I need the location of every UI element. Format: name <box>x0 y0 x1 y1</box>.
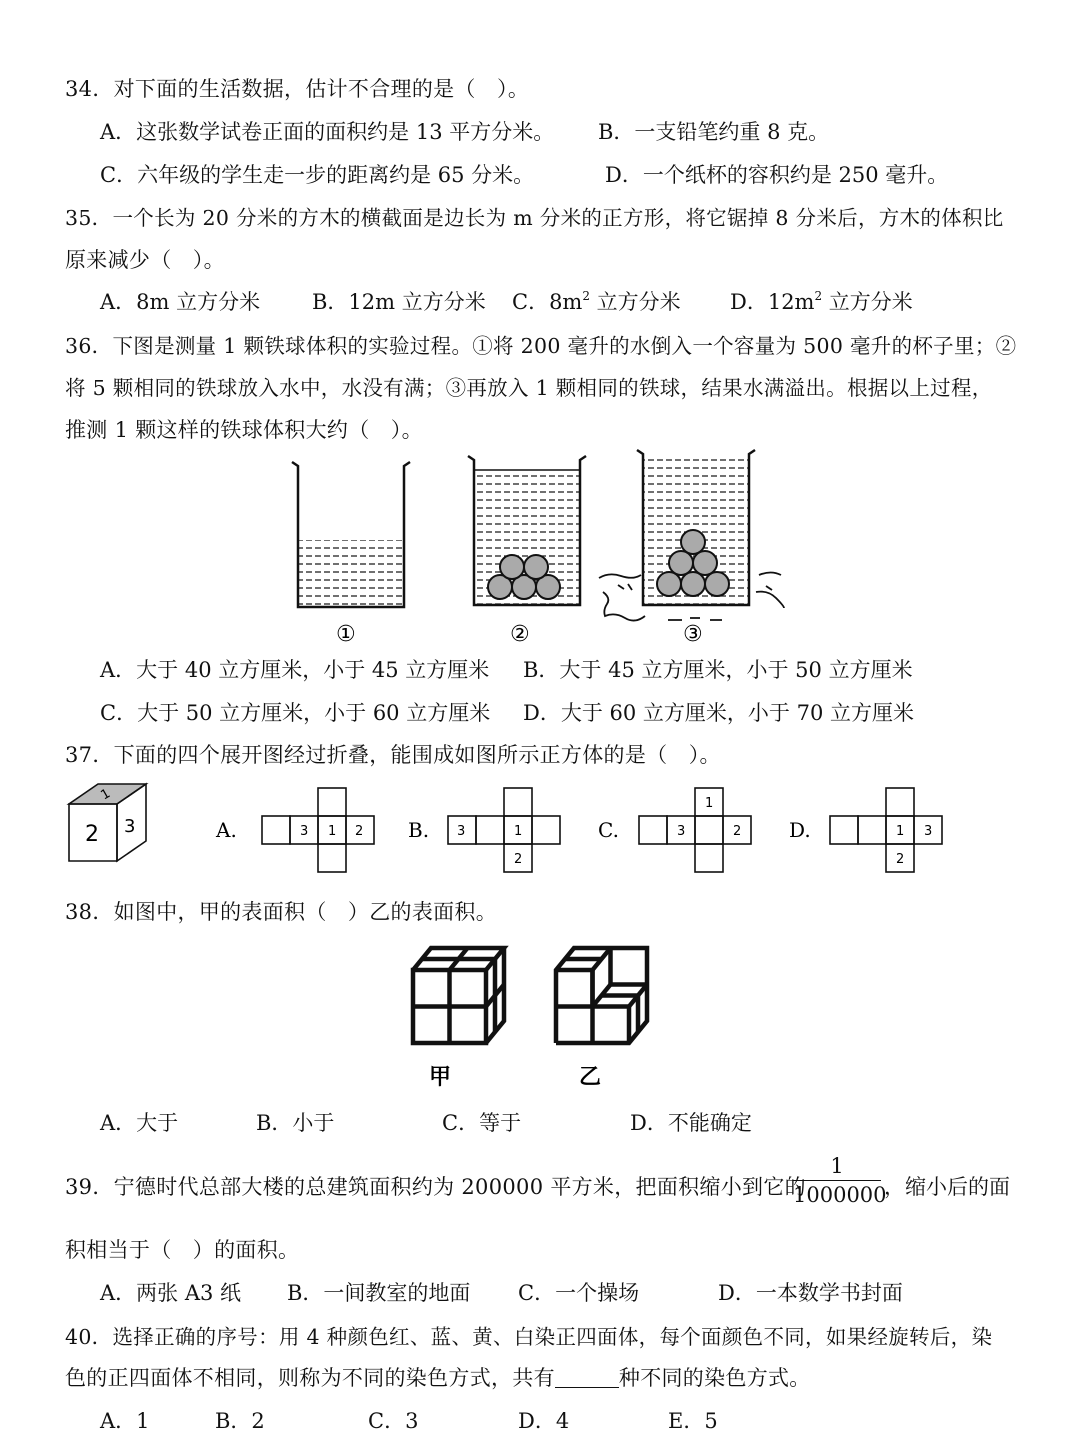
q39-option-b: B．一间教室的地面 <box>287 1281 471 1305</box>
net-a-num-2: 2 <box>355 824 364 839</box>
q34-stem: 34．对下面的生活数据，估计不合理的是（ ）。 <box>65 77 530 101</box>
q37-stem: 37．下面的四个展开图经过折叠，能围成如图所示正方体的是（ ）。 <box>65 743 721 767</box>
q35-option-a: A．8m 立方分米 <box>100 290 261 314</box>
q37-label-d: D. <box>789 818 811 842</box>
q34-option-c: C．六年级的学生走一步的距离约是 65 分米。 <box>100 163 535 187</box>
fraction-numerator: 1 <box>830 1154 844 1178</box>
beaker-3 <box>599 450 784 621</box>
net-b-num-3: 3 <box>457 824 466 839</box>
q39-stem-post: ，缩小后的面 <box>884 1175 1010 1199</box>
q37-label-b: B. <box>408 818 430 842</box>
net-c-num-1: 1 <box>705 796 714 811</box>
net-d-num-1: 1 <box>896 824 905 839</box>
q40-option-c: C．3 <box>368 1409 419 1433</box>
q36-option-b: B．大于 45 立方厘米，小于 50 立方厘米 <box>523 658 913 682</box>
q37-label-a: A. <box>216 818 237 842</box>
q36-option-a: A．大于 40 立方厘米，小于 45 立方厘米 <box>100 658 490 682</box>
q36-option-d: D．大于 60 立方厘米，小于 70 立方厘米 <box>523 701 914 725</box>
q38-option-a: A．大于 <box>100 1111 179 1135</box>
net-a-num-3: 3 <box>300 824 309 839</box>
q39-stem-pre: 39．宁德时代总部大楼的总建筑面积约为 200000 平方米，把面积缩小到它的 <box>65 1175 806 1199</box>
q39-fraction <box>793 1154 887 1207</box>
net-d-num-2: 2 <box>896 852 905 867</box>
q39-option-c: C．一个操场 <box>518 1281 640 1305</box>
net-b-num-2: 2 <box>514 852 523 867</box>
q39-option-d: D．一本数学书封面 <box>718 1281 903 1305</box>
q40-stem-line2: 色的正四面体不相同，则称为不同的染色方式，共有 种不同的染色方式。 <box>65 1366 811 1390</box>
q36-option-c: C．大于 50 立方厘米，小于 60 立方厘米 <box>100 701 491 725</box>
q36-stem-line1: 36．下图是测量 1 颗铁球体积的实验过程。①将 200 毫升的水倒入一个容量为 500 毫升的杯子里；② <box>65 334 1017 358</box>
net-c-num-2: 2 <box>733 824 742 839</box>
q38-option-b: B．小于 <box>256 1111 335 1135</box>
q35-stem-line2: 原来减少（ ）。 <box>65 248 225 272</box>
beaker-label-3: ③ <box>683 622 703 647</box>
beaker-label-1: ① <box>336 622 356 647</box>
q37-label-c: C. <box>598 818 619 842</box>
q35-stem-line1: 35．一个长为 20 分米的方木的横截面是边长为 m 分米的正方形，将它锯掉 8 分米后，方木的体积比 <box>65 206 1004 230</box>
beaker-label-2: ② <box>510 622 530 647</box>
q38-option-c: C．等于 <box>442 1111 522 1135</box>
cube-yi <box>556 948 647 1043</box>
q36-stem-line2: 将 5 颗相同的铁球放入水中，水没有满；③再放入 1 颗相同的铁球，结果水满溢出。根据以上过程， <box>65 376 993 400</box>
cubes-figure <box>0 930 1080 1100</box>
net-c-num-3: 3 <box>677 824 686 839</box>
q38-stem: 38．如图中，甲的表面积（ ）乙的表面积。 <box>65 900 498 924</box>
net-d-num-3: 3 <box>924 824 933 839</box>
beaker-2 <box>468 456 586 606</box>
label-jia: 甲 <box>429 1065 452 1090</box>
cube-face-2: 2 <box>85 822 99 847</box>
q39-option-a: A．两张 A3 纸 <box>100 1281 242 1305</box>
q39-stem-line2: 积相当于（ ）的面积。 <box>65 1238 300 1262</box>
q35-option-d: D．$12m^2$ 立方分米 <box>730 289 913 314</box>
q36-stem-line3: 推测 1 颗这样的铁球体积大约（ ）。 <box>65 418 423 442</box>
cube-face-3: 3 <box>124 816 136 837</box>
q40-option-a: A．1 <box>100 1409 150 1433</box>
answer-blank[interactable] <box>555 1367 619 1388</box>
q35-option-b: B．12m 立方分米 <box>312 290 486 314</box>
label-yi: 乙 <box>579 1065 602 1090</box>
q34-option-b: B．一支铅笔约重 8 克。 <box>598 120 830 144</box>
cube-face-1: 1 <box>98 786 114 804</box>
net-b-num-1: 1 <box>514 824 523 839</box>
cube-jia <box>413 948 504 1043</box>
q40-option-b: B．2 <box>215 1409 265 1433</box>
q38-option-d: D．不能确定 <box>630 1111 752 1135</box>
fraction-denominator: 1000000 <box>793 1183 887 1207</box>
q34-option-a: A．这张数学试卷正面的面积约是 13 平方分米。 <box>100 120 555 144</box>
net-a-num-1: 1 <box>328 824 337 839</box>
q34-option-d: D．一个纸杯的容积约是 250 毫升。 <box>605 163 949 187</box>
q40-stem-line1: 40．选择正确的序号：用 4 种颜色红、蓝、黄、白染正四面体，每个面颜色不同，如果经旋转后，染 <box>65 1325 993 1349</box>
beaker-1 <box>292 462 410 607</box>
beaker-figure <box>0 0 1080 660</box>
q35-option-c: C．$8m^2$ 立方分米 <box>512 289 681 314</box>
cube-nets-figure <box>0 770 1080 880</box>
q40-option-e: E．5 <box>668 1409 718 1433</box>
q40-option-d: D．4 <box>518 1409 570 1433</box>
